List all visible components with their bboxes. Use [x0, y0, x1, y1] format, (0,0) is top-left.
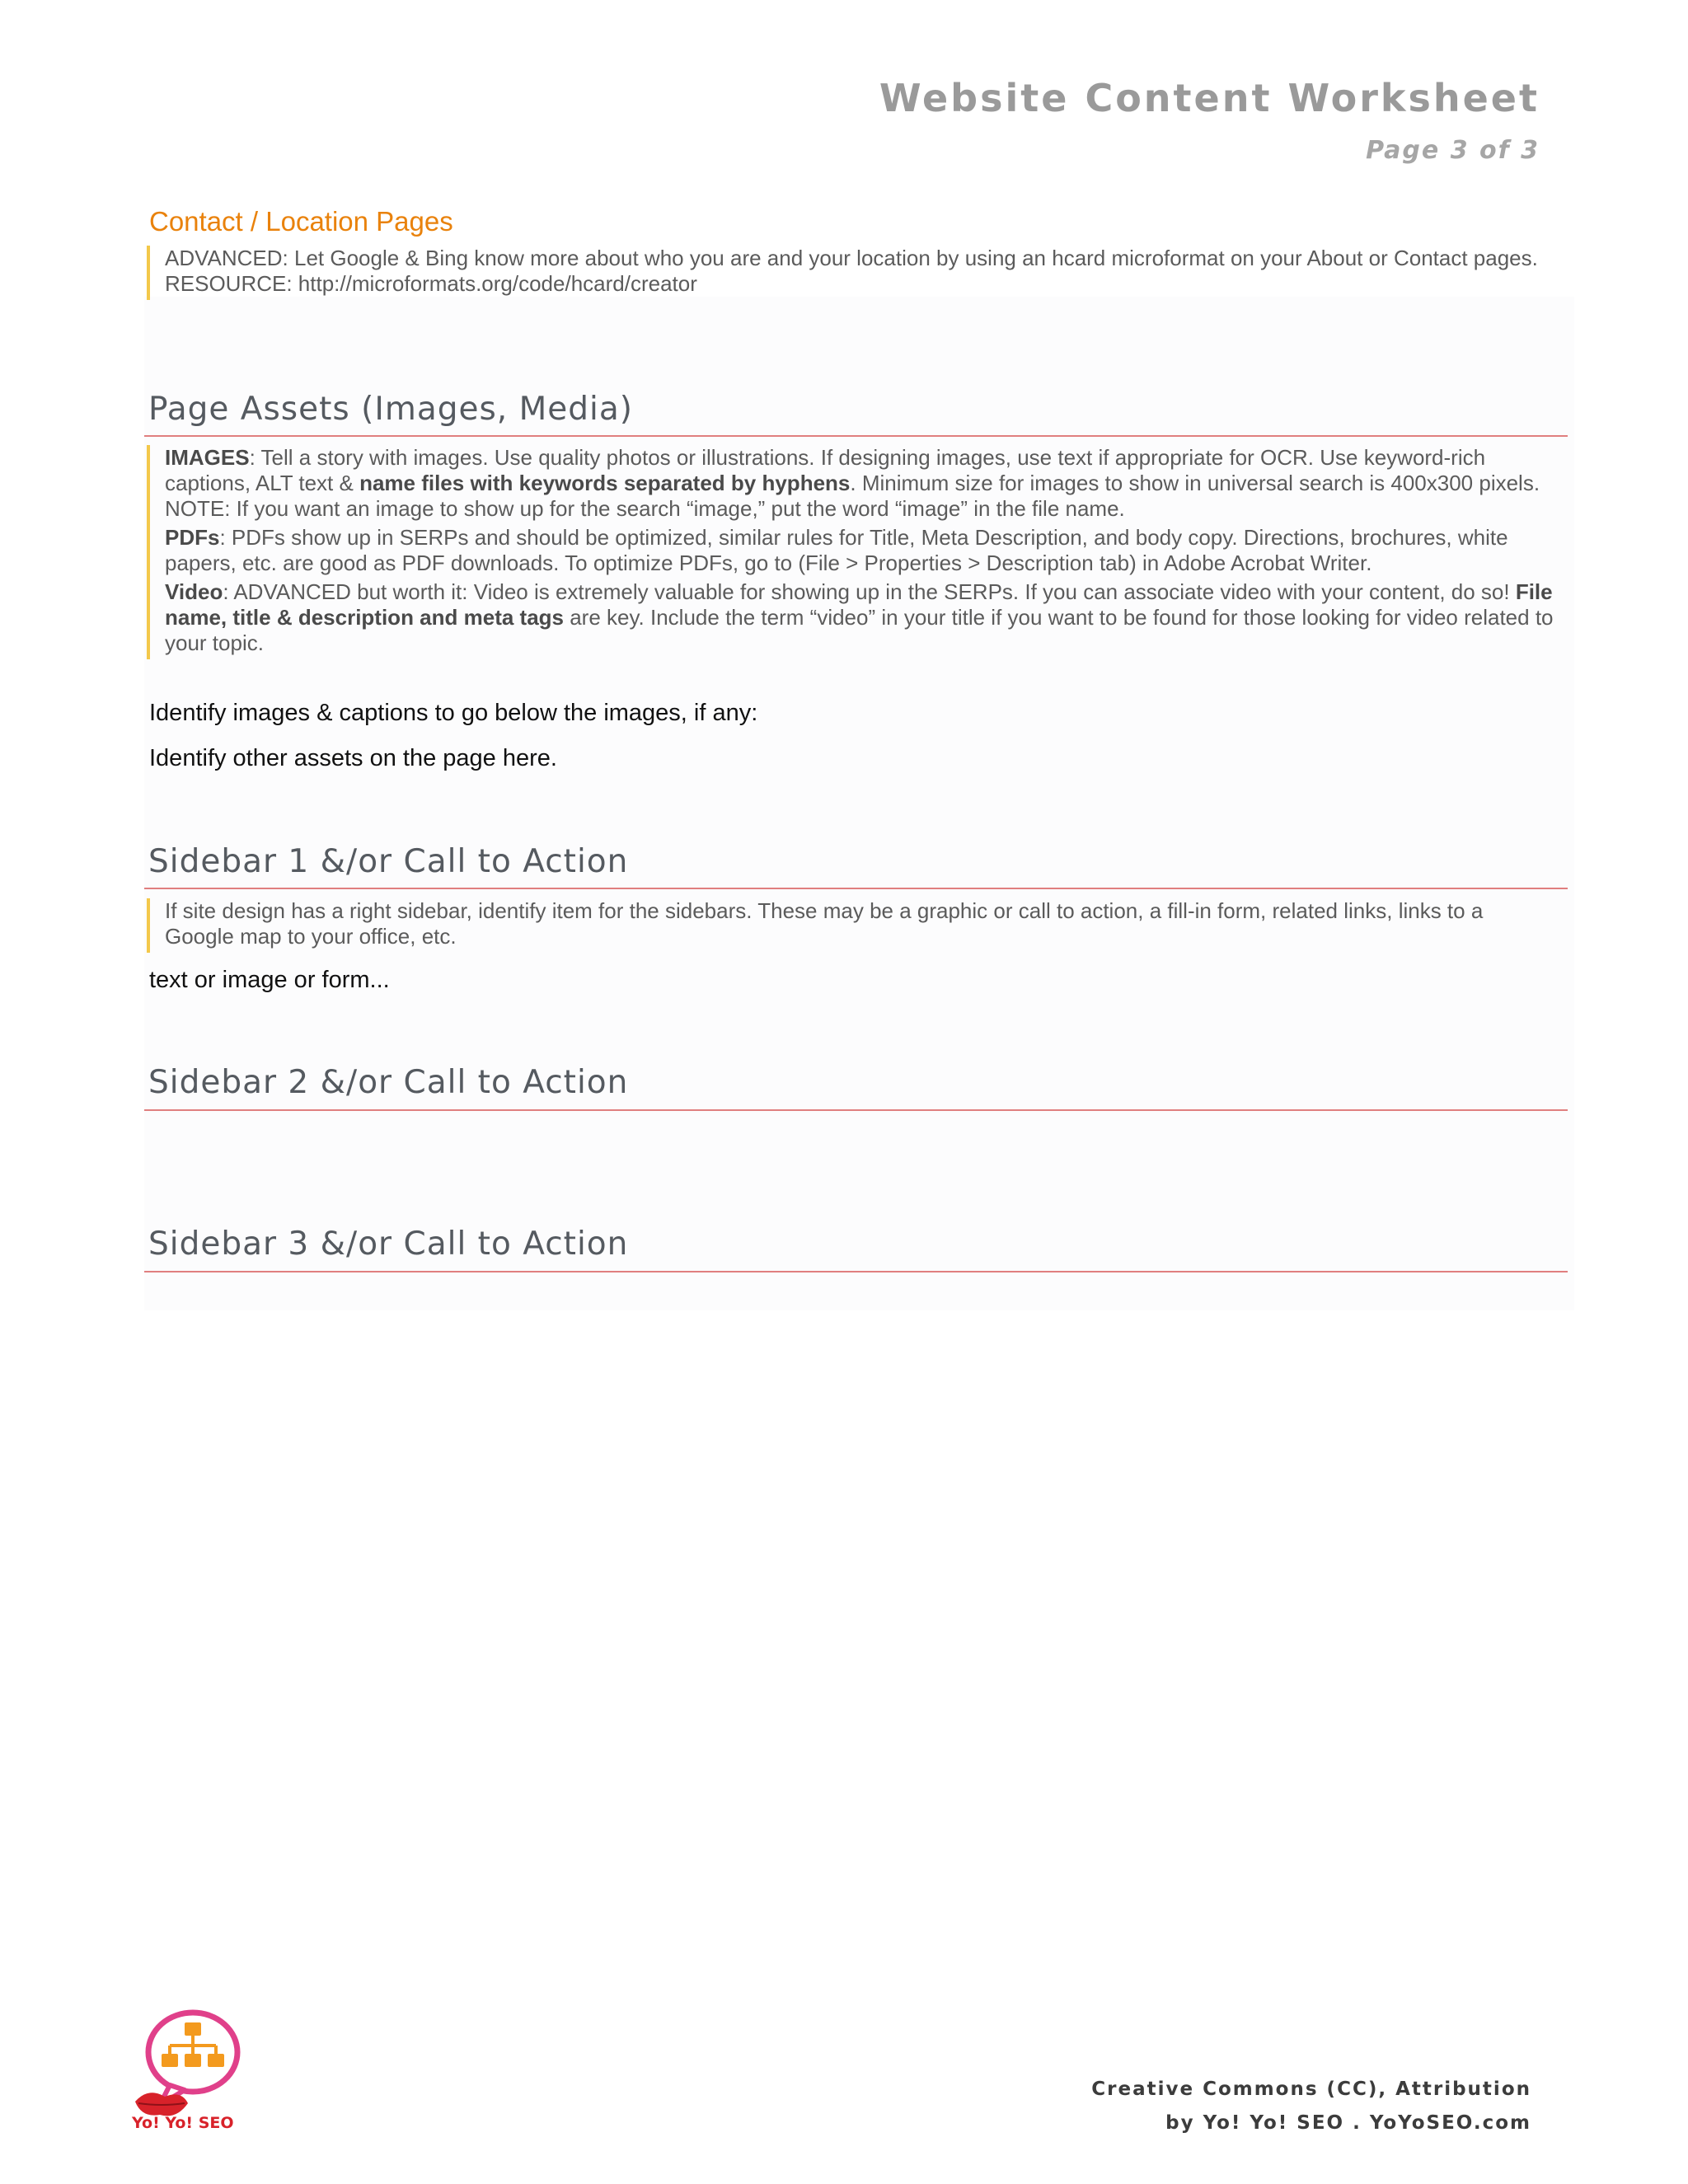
contact-note-text: ADVANCED: Let Google & Bing know more about who you are and your location by using an hcard microformat on your About or Contact pages. RESOURCE: http://microformats.org/code/hcard/creator: [165, 246, 1538, 296]
images-bold: name files with keywords separated by hyphens: [359, 471, 851, 495]
footer-license: Creative Commons (CC), Attribution: [1091, 2079, 1531, 2100]
images-paragraph: IMAGES: Tell a story with images. Use quality photos or illustrations. If designing images, use text if appropriate for OCR. Use keyword-rich captions, ALT text & name files with keywords separated by hyphens. Minimum size for images to show in universal search is 400x300 pixels. NOTE: If you want an image to show up for the search “image,” put the word “image” in the file name.: [165, 445, 1540, 521]
sidebar2-rule: [144, 1109, 1568, 1111]
assets-note: [147, 445, 1566, 659]
document-title: Website Content Worksheet: [879, 76, 1540, 120]
contact-note: [147, 246, 1550, 300]
sidebar1-heading: Sidebar 1 &/or Call to Action: [148, 843, 629, 880]
sidebar1-body: text or image or form...: [149, 967, 390, 993]
pdfs-label: PDFs: [165, 525, 220, 550]
contact-heading: Contact / Location Pages: [149, 206, 453, 237]
assets-rule: [144, 435, 1568, 437]
video-bold: File name, title & description and meta tags: [165, 579, 1553, 630]
sidebar2-heading: Sidebar 2 &/or Call to Action: [148, 1064, 629, 1101]
footer-attribution: by Yo! Yo! SEO . YoYoSEO.com: [1165, 2112, 1531, 2134]
video-label: Video: [165, 579, 223, 604]
sidebar1-rule: [144, 888, 1568, 889]
sidebar3-heading: Sidebar 3 &/or Call to Action: [148, 1226, 629, 1263]
images-label: IMAGES: [165, 445, 250, 470]
assets-heading: Page Assets (Images, Media): [148, 391, 633, 428]
logo-wordmark: Yo! Yo! SEO: [132, 2114, 234, 2132]
pdfs-paragraph: PDFs: PDFs show up in SERPs and should be optimized, similar rules for Title, Meta Description, and body copy. Directions, brochures, white papers, etc. are good as PDF downloads. To optimize PDFs, go to (File > Properties > Description tab) in Adobe Acrobat Writer.: [165, 525, 1508, 575]
assets-images-line: Identify images & captions to go below the images, if any:: [149, 700, 758, 726]
assets-other-line: Identify other assets on the page here.: [149, 745, 557, 771]
video-paragraph: Video: ADVANCED but worth it: Video is extremely valuable for showing up in the SERPs. If you can associate video with your content, do so! File name, title & description and meta tags are key. Include the term “video” in your title if you want to be found for those looking for video related to your topic.: [165, 579, 1554, 655]
page-number: Page 3 of 3: [1366, 136, 1540, 165]
sidebar3-rule: [144, 1271, 1568, 1272]
sidebar1-note: [147, 898, 1550, 953]
sidebar1-note-text: If site design has a right sidebar, identify item for the sidebars. These may be a graphic or call to action, a fill-in form, related links, links to a Google map to your office, etc.: [165, 898, 1484, 949]
